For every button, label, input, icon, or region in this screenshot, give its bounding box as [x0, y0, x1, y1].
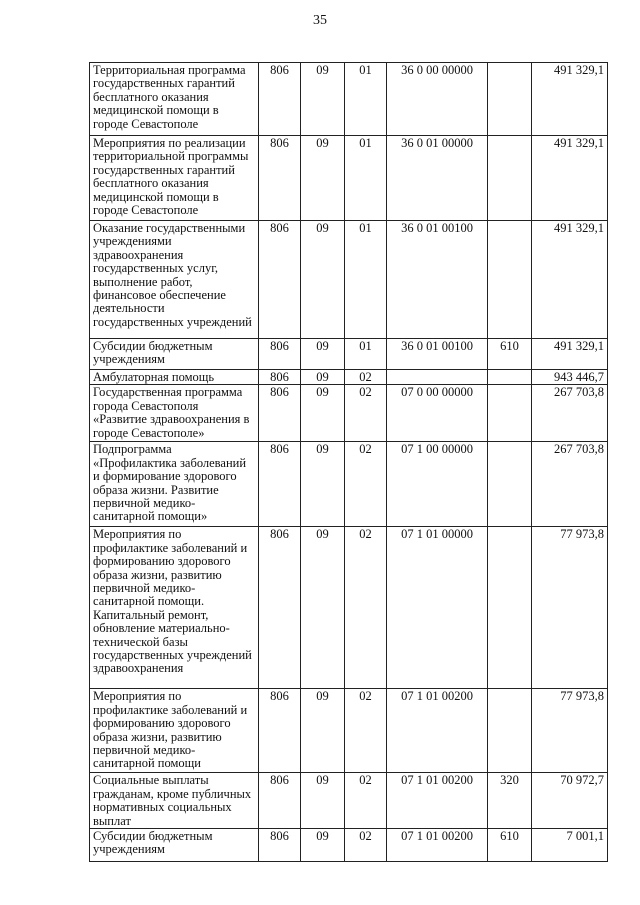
cell-rz: 09	[301, 221, 345, 339]
cell-csr: 36 0 01 00100	[387, 339, 488, 370]
cell-ved: 806	[259, 527, 301, 689]
cell-ved: 806	[259, 63, 301, 136]
cell-name: Субсидии бюджетным учреждениям	[90, 339, 259, 370]
cell-sum: 267 703,8	[532, 385, 608, 442]
cell-sum: 491 329,1	[532, 136, 608, 221]
cell-sum: 943 446,7	[532, 370, 608, 385]
cell-ved: 806	[259, 370, 301, 385]
table-row	[90, 339, 608, 370]
cell-sum: 7 001,1	[532, 829, 608, 862]
cell-ved: 806	[259, 136, 301, 221]
cell-pr: 01	[345, 136, 387, 221]
cell-vr: 320	[488, 773, 532, 829]
cell-rz: 09	[301, 829, 345, 862]
cell-name: Подпрограмма «Профилактика заболеваний и формирование здорового образа жизни. Развитие первичной медико-санитарной помощи»	[90, 442, 259, 527]
cell-vr: 610	[488, 339, 532, 370]
cell-sum: 491 329,1	[532, 339, 608, 370]
cell-rz: 09	[301, 385, 345, 442]
cell-csr: 07 1 00 00000	[387, 442, 488, 527]
cell-csr: 36 0 01 00100	[387, 221, 488, 339]
cell-sum: 70 972,7	[532, 773, 608, 829]
cell-pr: 02	[345, 689, 387, 773]
cell-sum: 77 973,8	[532, 689, 608, 773]
cell-vr	[488, 689, 532, 773]
table-row	[90, 221, 608, 339]
cell-rz: 09	[301, 527, 345, 689]
cell-csr: 07 0 00 00000	[387, 385, 488, 442]
cell-vr	[488, 370, 532, 385]
cell-pr: 01	[345, 339, 387, 370]
cell-sum: 267 703,8	[532, 442, 608, 527]
cell-pr: 02	[345, 442, 387, 527]
cell-csr	[387, 370, 488, 385]
cell-name: Государственная программа города Севастополя «Развитие здравоохранения в городе Севастополе»	[90, 385, 259, 442]
cell-pr: 02	[345, 527, 387, 689]
cell-vr	[488, 63, 532, 136]
cell-vr	[488, 385, 532, 442]
cell-name: Мероприятия по реализации территориальной программы государственных гарантий бесплатного оказания медицинской помощи в городе Севастополе	[90, 136, 259, 221]
cell-name: Амбулаторная помощь	[90, 370, 259, 385]
cell-vr	[488, 221, 532, 339]
cell-pr: 02	[345, 829, 387, 862]
cell-name: Территориальная программа государственных гарантий бесплатного оказания медицинской помощи в городе Севастополе	[90, 63, 259, 136]
cell-pr: 02	[345, 370, 387, 385]
cell-csr: 07 1 01 00200	[387, 773, 488, 829]
table-row	[90, 442, 608, 527]
table-row	[90, 527, 608, 689]
cell-csr: 07 1 01 00200	[387, 689, 488, 773]
cell-name: Мероприятия по профилактике заболеваний и формированию здорового образа жизни, развитию первичной медико-санитарной помощи	[90, 689, 259, 773]
cell-rz: 09	[301, 136, 345, 221]
cell-rz: 09	[301, 339, 345, 370]
cell-ved: 806	[259, 829, 301, 862]
cell-ved: 806	[259, 221, 301, 339]
cell-sum: 77 973,8	[532, 527, 608, 689]
table-row	[90, 773, 608, 829]
cell-rz: 09	[301, 63, 345, 136]
cell-rz: 09	[301, 773, 345, 829]
table-row	[90, 385, 608, 442]
table-row	[90, 63, 608, 136]
cell-csr: 07 1 01 00000	[387, 527, 488, 689]
cell-ved: 806	[259, 385, 301, 442]
cell-vr	[488, 442, 532, 527]
cell-rz: 09	[301, 442, 345, 527]
page-number: 35	[313, 13, 327, 28]
table-row	[90, 829, 608, 862]
cell-name: Мероприятия по профилактике заболеваний и формированию здорового образа жизни, развитию первичной медико-санитарной помощи. Капитальный ремонт, обновление материально-технической базы государственных учреждений здравоохранения	[90, 527, 259, 689]
cell-ved: 806	[259, 442, 301, 527]
cell-ved: 806	[259, 689, 301, 773]
cell-rz: 09	[301, 370, 345, 385]
cell-sum: 491 329,1	[532, 63, 608, 136]
table-row	[90, 370, 608, 385]
budget-table	[89, 62, 608, 862]
cell-name: Оказание государственными учреждениями здравоохранения государственных услуг, выполнение работ, финансовое обеспечение деятельности государственных учреждений	[90, 221, 259, 339]
cell-csr: 36 0 01 00000	[387, 136, 488, 221]
cell-csr: 07 1 01 00200	[387, 829, 488, 862]
cell-vr: 610	[488, 829, 532, 862]
cell-pr: 02	[345, 385, 387, 442]
cell-sum: 491 329,1	[532, 221, 608, 339]
cell-ved: 806	[259, 773, 301, 829]
table-row	[90, 136, 608, 221]
cell-ved: 806	[259, 339, 301, 370]
cell-csr: 36 0 00 00000	[387, 63, 488, 136]
cell-name: Субсидии бюджетным учреждениям	[90, 829, 259, 862]
cell-name: Социальные выплаты гражданам, кроме публичных нормативных социальных выплат	[90, 773, 259, 829]
cell-pr: 01	[345, 63, 387, 136]
cell-pr: 02	[345, 773, 387, 829]
table-row	[90, 689, 608, 773]
cell-pr: 01	[345, 221, 387, 339]
cell-vr	[488, 136, 532, 221]
cell-vr	[488, 527, 532, 689]
cell-rz: 09	[301, 689, 345, 773]
